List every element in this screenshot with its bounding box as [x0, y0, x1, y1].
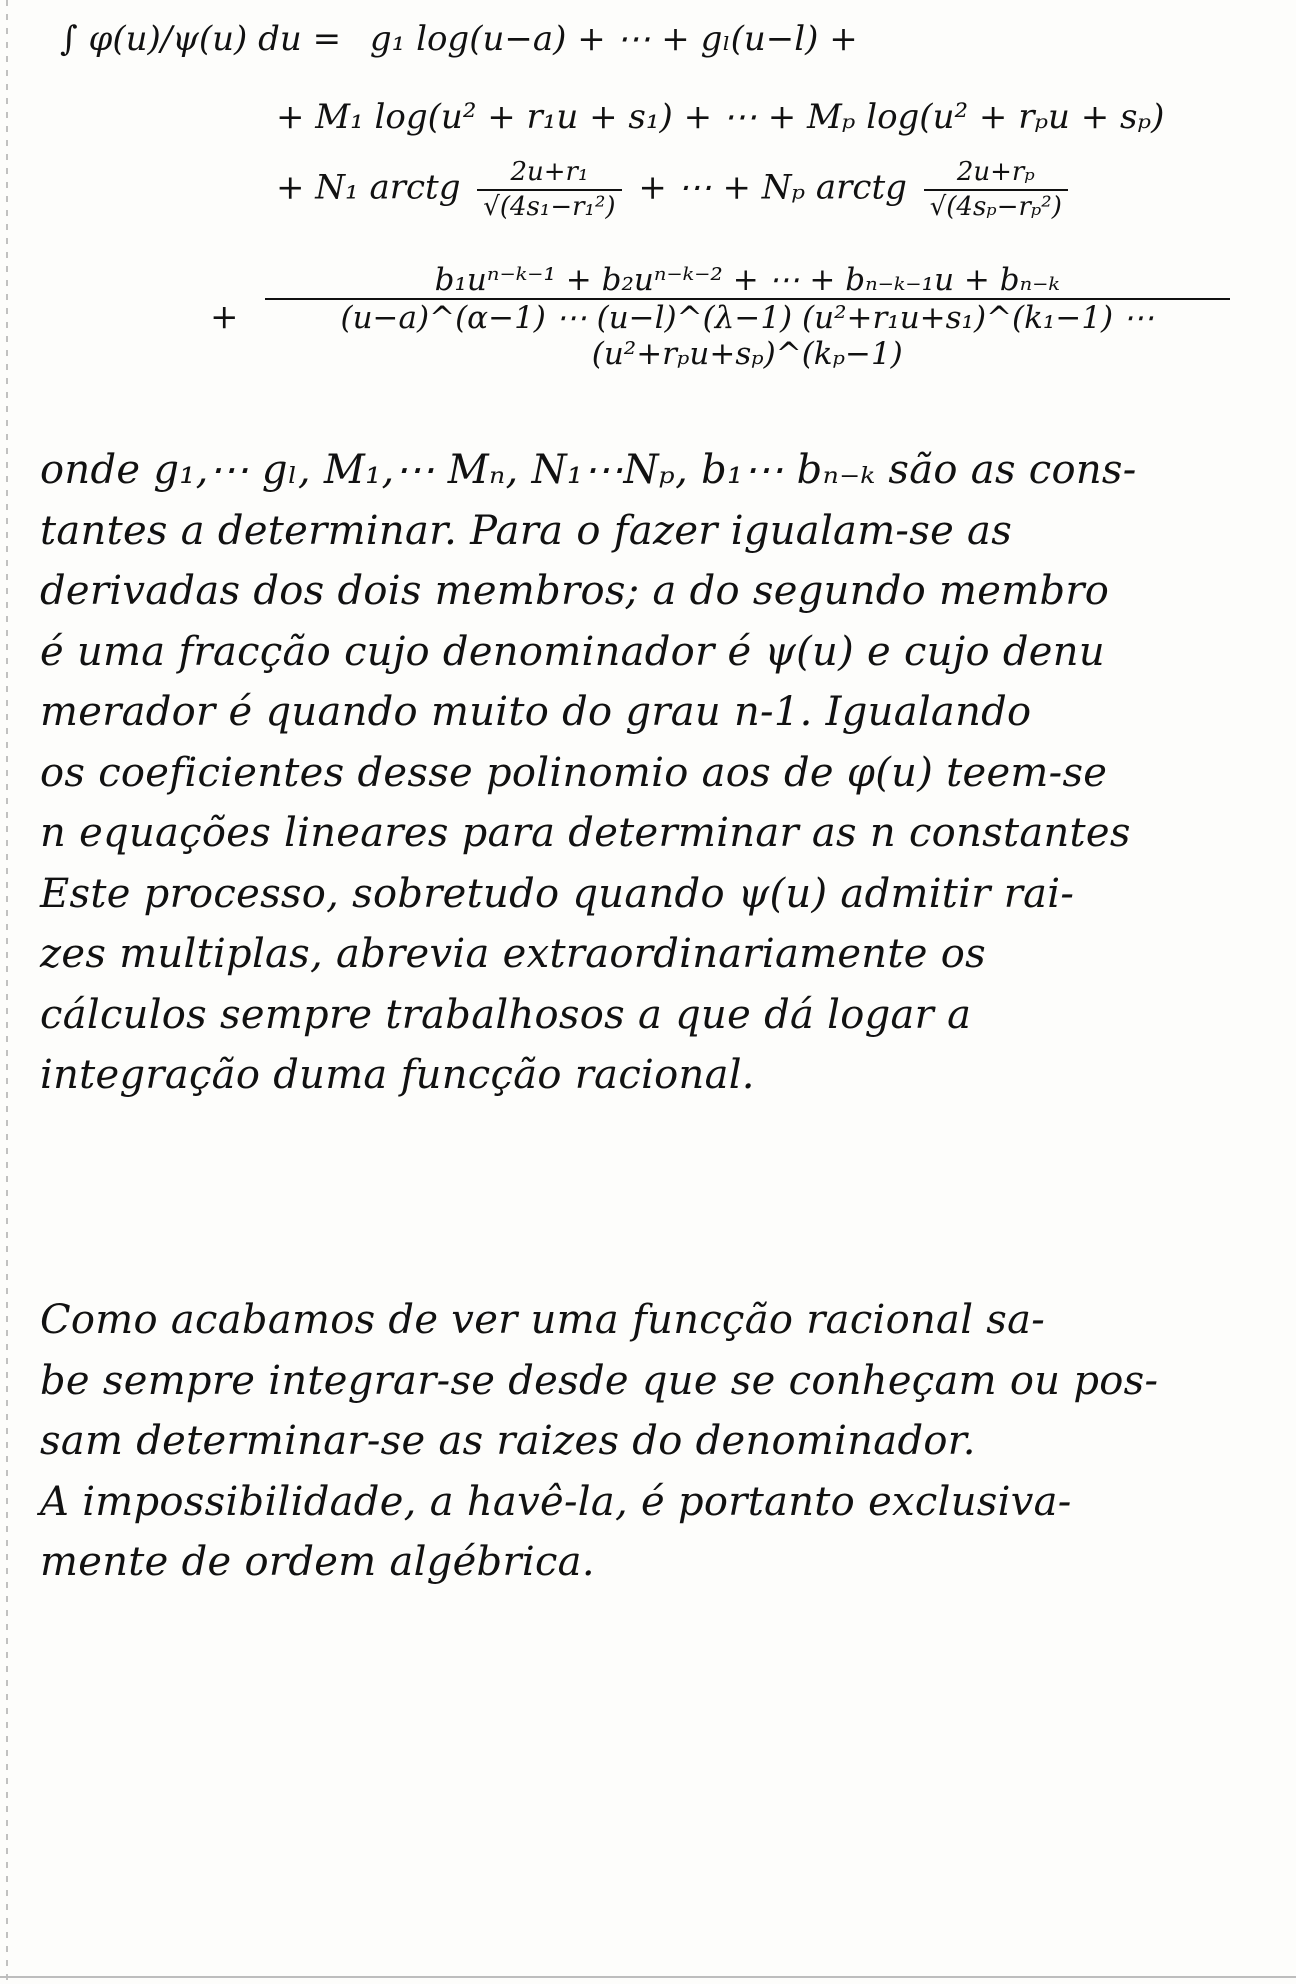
fraction-denominator: √(4sₚ−rₚ²) [924, 189, 1068, 224]
page-edge [6, 0, 8, 1984]
arctg-fraction-2 [924, 156, 1068, 223]
arctg-fraction-1 [477, 156, 621, 223]
text-line: zes multiplas, abrevia extraordinariamente os [40, 931, 986, 977]
text-line: A impossibilidade, a havê-la, é portanto exclusiva- [40, 1478, 1072, 1525]
equation-rhs-1: g₁ log(u−a) + ⋯ + gₗ(u−l) + [369, 19, 858, 59]
remainder-denominator: (u−a)^(α−1) ⋯ (u−l)^(λ−1) (u²+r₁u+s₁)^(k₁−1) ⋯ (u²+rₚu+sₚ)^(kₚ−1) [265, 298, 1231, 372]
paragraph-explanation [40, 440, 1250, 1106]
text-line: be sempre integrar-se desde que se conheçam ou pos- [40, 1357, 1159, 1404]
equation-line-2: + M₁ log(u² + r₁u + s₁) + ⋯ + Mₚ log(u² + rₚu + sₚ) [276, 97, 1165, 137]
text-line: tantes a determinar. Para o fazer igualam-se as [40, 507, 1013, 554]
equation-line-3 [276, 156, 1074, 223]
fraction-denominator: √(4s₁−r₁²) [477, 189, 621, 224]
arctg-term-mid: + ⋯ + Nₚ arctg [638, 167, 907, 208]
rational-remainder-term [210, 262, 1230, 372]
text-line: Este processo, sobretudo quando ψ(u) admitir rai- [40, 870, 1075, 917]
text-line: sam determinar-se as raizes do denominador. [40, 1418, 976, 1464]
remainder-fraction [271, 262, 1225, 372]
text-line: cálculos sempre trabalhosos a que dá logar a [40, 991, 972, 1038]
equation-lhs: ∫ φ(u)/ψ(u) du = [60, 19, 342, 59]
remainder-numerator: b₁uⁿ⁻ᵏ⁻¹ + b₂uⁿ⁻ᵏ⁻² + ⋯ + bₙ₋ₖ₋₁u + bₙ₋ₖ [434, 262, 1060, 298]
text-line: Como acabamos de ver uma funcção racional sa- [40, 1297, 1046, 1343]
plus-sign: + [210, 297, 239, 337]
fraction-numerator: 2u+rₚ [956, 157, 1035, 187]
text-line: onde g₁,⋯ gₗ, M₁,⋯ Mₙ, N₁⋯Nₚ, b₁⋯ bₙ₋ₖ são as cons- [40, 447, 1137, 493]
paragraph-conclusion [40, 1290, 1250, 1593]
text-line: mente de ordem algébrica. [40, 1539, 595, 1585]
fraction-numerator: 2u+r₁ [510, 157, 589, 187]
text-line: n equações lineares para determinar as n constantes [40, 810, 1131, 856]
equation-line-1 [60, 18, 858, 61]
text-line: é uma fracção cujo denominador é ψ(u) e cujo denu [40, 628, 1105, 675]
text-line: merador é quando muito do grau n-1. Igualando [40, 689, 1032, 735]
text-line: derivadas dos dois membros; a do segundo membro [40, 568, 1110, 614]
text-line: integração duma funcção racional. [40, 1052, 755, 1098]
page-bottom-edge [0, 1976, 1296, 1978]
arctg-term-1: + N₁ arctg [276, 167, 461, 208]
text-line: os coeficientes desse polinomio aos de φ(u) teem-se [40, 749, 1108, 796]
